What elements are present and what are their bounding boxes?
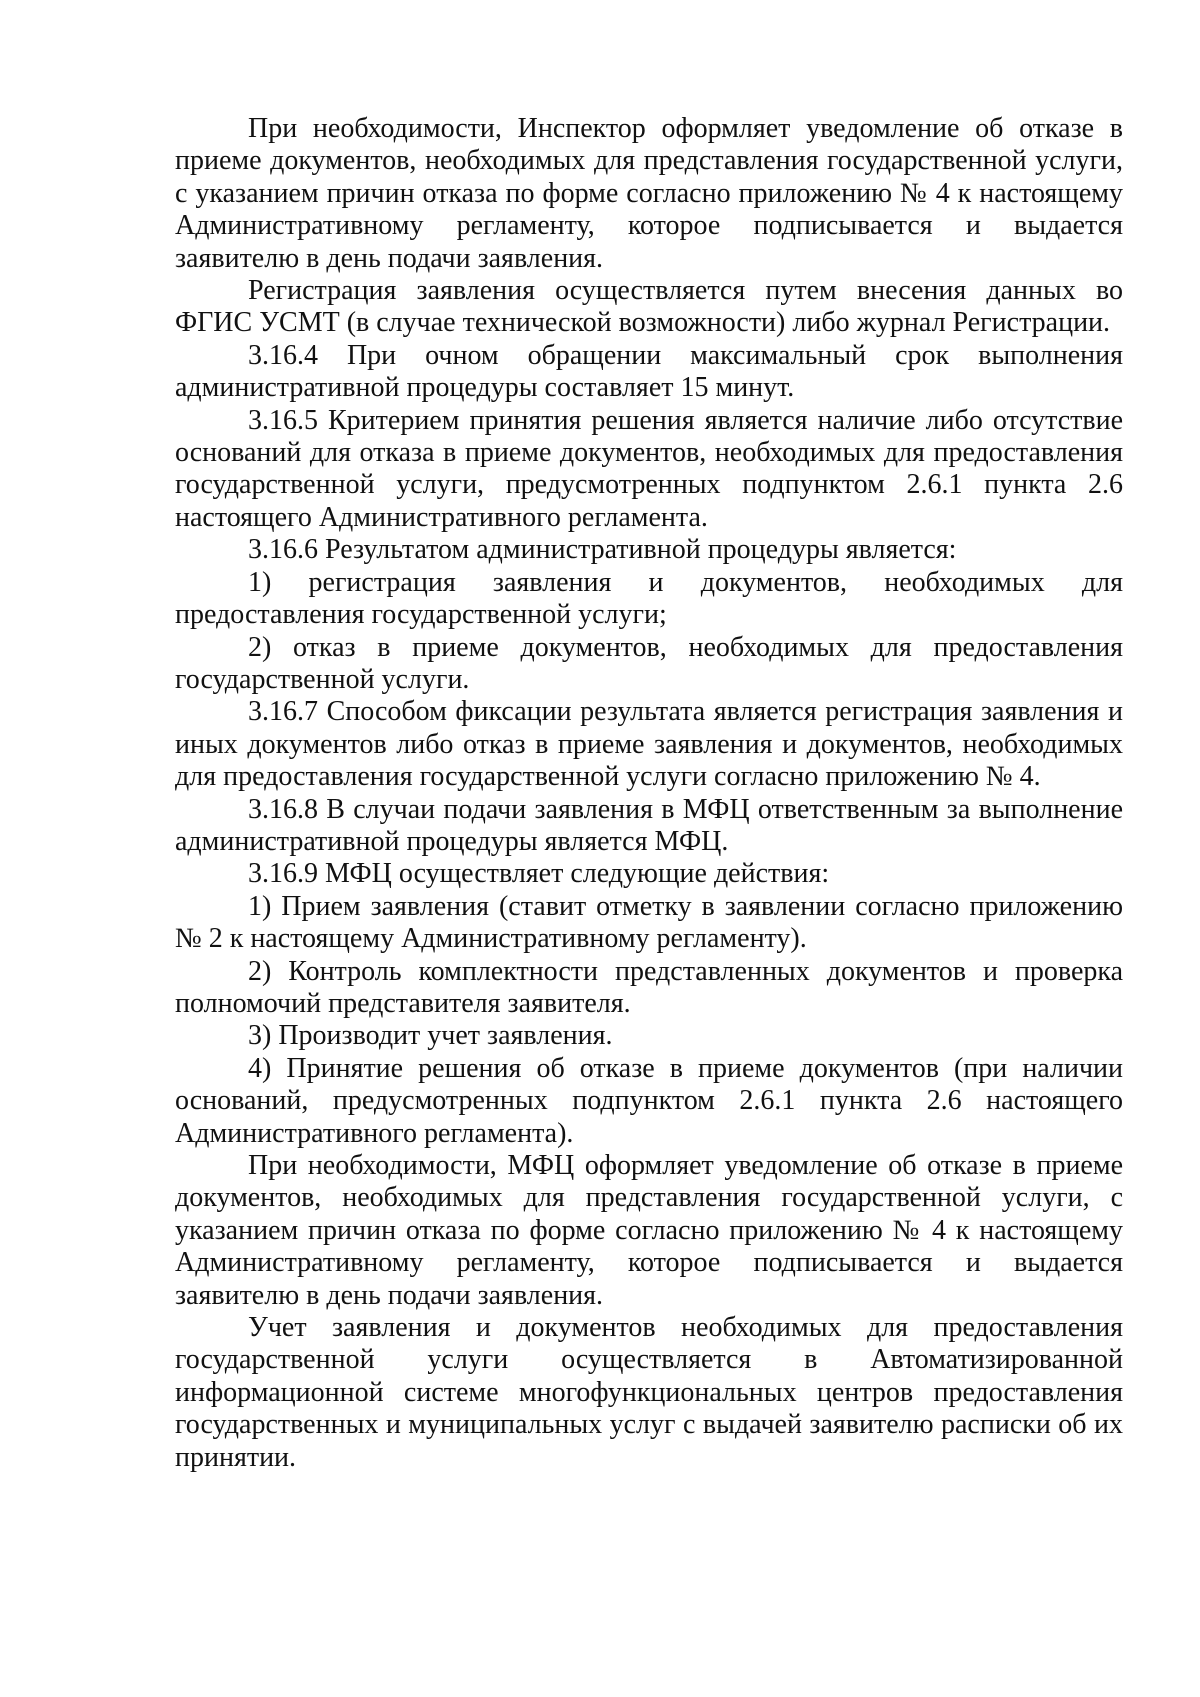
paragraph-3-16-4: 3.16.4 При очном обращении максимальный срок выполнения административной процедуры составляет 15 минут. xyxy=(175,339,1123,404)
paragraph-mfc-refusal-notice: При необходимости, МФЦ оформляет уведомление об отказе в приеме документов, необходимых для представления государственной услуги, с указанием причин отказа по форме согласно приложению № 4 к настоящему Административному регламенту, которое подписывается и выдается заявителю в день подачи заявления. xyxy=(175,1150,1123,1311)
paragraph-3-16-7: 3.16.7 Способом фиксации результата является регистрация заявления и иных документов либо отказ в приеме заявления и документов, необходимых для предоставления государственной услуги согласно приложению № 4. xyxy=(175,696,1123,793)
paragraph-accounting: Учет заявления и документов необходимых для предоставления государственной услуги осуществляется в Автоматизированной информационной системе многофункциональных центров предоставления государственных и муниципальных услуг с выдачей заявителю расписки об их принятии. xyxy=(175,1312,1123,1473)
list-item-3-16-6-2: 2) отказ в приеме документов, необходимых для предоставления государственной услуги. xyxy=(175,631,1123,695)
paragraph-3-16-8: 3.16.8 В случаи подачи заявления в МФЦ ответственным за выполнение административной процедуры является МФЦ. xyxy=(175,793,1123,857)
paragraph-registration: Регистрация заявления осуществляется путем внесения данных во ФГИС УСМТ (в случае технической возможности) либо журнал Регистрации. xyxy=(175,275,1123,339)
paragraph-3-16-9: 3.16.9 МФЦ осуществляет следующие действия: xyxy=(248,858,830,890)
list-item-3-16-9-4: 4) Принятие решения об отказе в приеме документов (при наличии оснований, предусмотренных подпунктом 2.6.1 пункта 2.6 настоящего Административного регламента). xyxy=(175,1052,1123,1149)
list-item-3-16-6-1: 1) регистрация заявления и документов, необходимых для предоставления государственной услуги; xyxy=(175,566,1123,631)
paragraph-3-16-5: 3.16.5 Критерием принятия решения является наличие либо отсутствие оснований для отказа в приеме документов, необходимых для предоставления государственной услуги, предусмотренных подпунктом 2.6.1 пункта 2.6 настоящего Административного регламента. xyxy=(175,404,1123,533)
list-item-3-16-9-2: 2) Контроль комплектности представленных документов и проверка полномочий представителя заявителя. xyxy=(175,955,1123,1019)
paragraph-inspector-refusal-notice: При необходимости, Инспектор оформляет уведомление об отказе в приеме документов, необходимых для представления государственной услуги, с указанием причин отказа по форме согласно приложению № 4 к настоящему Административному регламенту, которое подписывается и выдается заявителю в день подачи заявления. xyxy=(175,113,1123,274)
paragraph-3-16-6: 3.16.6 Результатом административной процедуры является: xyxy=(248,534,957,566)
list-item-3-16-9-3: 3) Производит учет заявления. xyxy=(248,1020,613,1052)
list-item-3-16-9-1: 1) Прием заявления (ставит отметку в заявлении согласно приложению № 2 к настоящему Административному регламенту). xyxy=(175,890,1123,955)
document-body xyxy=(175,113,1123,1474)
